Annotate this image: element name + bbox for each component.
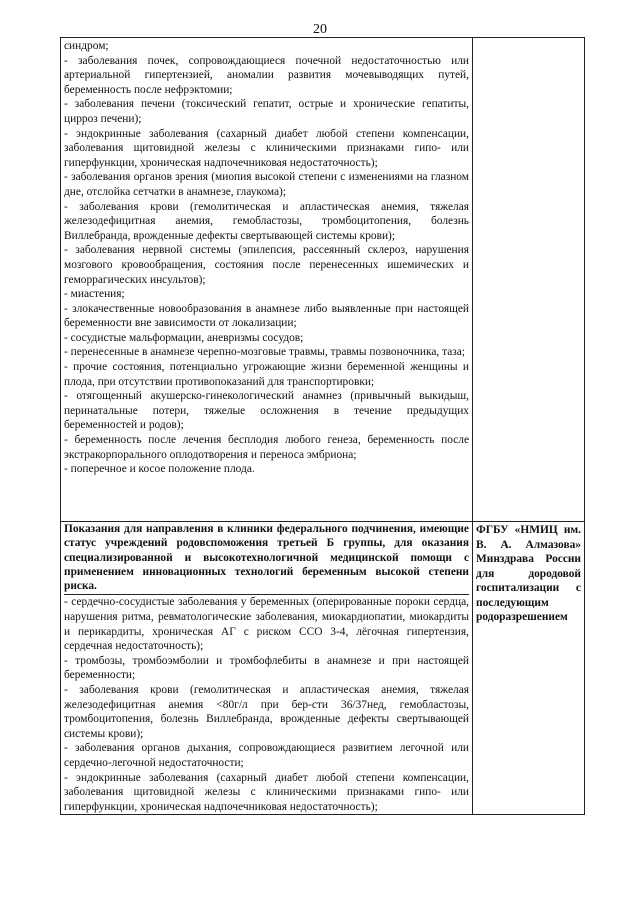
- list-item: - прочие состояния, потенциально угрожающие жизни беременной женщины и плода, при отсутствии противопоказаний для транспортировки;: [64, 361, 469, 388]
- conditions-cell: [61, 522, 473, 815]
- conditions-cell: [61, 38, 473, 522]
- list-item: - эндокринные заболевания (сахарный диабет любой степени компенсации, заболевания щитовидной железы с клиническими признаками гипо- или гиперфункции, хроническая надпочечниковая недостаточность);: [64, 127, 469, 169]
- institution-cell: [473, 522, 585, 815]
- list-item: - злокачественные новообразования в анамнезе либо выявленные при настоящей беременности вне зависимости от локализации;: [64, 302, 469, 330]
- table-row: [61, 38, 585, 522]
- page-number: 20: [313, 22, 327, 37]
- list-item: - миастения;: [64, 288, 125, 301]
- list-item: - заболевания крови (гемолитическая и апластическая анемия, тяжелая железодефицитная анемия <80г/л при бер-сти 36/37нед, гемобластозы, тромбоцитопения, болезнь Виллебранда, врожденные дефекты свертывающей системы крови);: [64, 684, 469, 740]
- empty-institution-cell: [473, 38, 585, 522]
- list-item: - перенесенные в анамнезе черепно-мозговые травмы, травмы позвоночника, таза;: [64, 346, 466, 359]
- list-item: - поперечное и косое положение плода.: [64, 463, 255, 476]
- list-item: - заболевания органов зрения (миопия высокой степени с изменениями на глазном дне, отслойка сетчатки в анамнезе, глаукома);: [64, 171, 469, 198]
- conditions-list: [64, 39, 469, 477]
- list-item: - заболевания нервной системы (эпилепсия, рассеянный склероз, нарушения мозгового кровообращения, состояния после перенесенных ишемических и геморрагических инсультов);: [64, 244, 469, 286]
- section-header: Показания для направления в клиники федерального подчинения, имеющие статус учреждений родовспоможения третьей Б группы, для оказания специализированной и высокотехнологичной медицинской помощи с применением инновационных технологий беременным высокой степени риска.: [64, 522, 469, 595]
- list-item: - тромбозы, тромбоэмболии и тромбофлебиты в анамнезе и при настоящей беременности;: [64, 654, 469, 682]
- table-row: [61, 522, 585, 815]
- list-item: - заболевания органов дыхания, сопровождающиеся развитием легочной или сердечно-легочной недостаточности;: [64, 742, 469, 770]
- list-item: - эндокринные заболевания (сахарный диабет любой степени компенсации, заболевания щитовидной железы с клиническими признаками гипо- или гиперфункции, хроническая надпочечниковая недостаточность);: [64, 771, 469, 813]
- institution-name: ФГБУ «НМИЦ им. В. А. Алмазова» Минздрава России для дородовой госпитализации с последующим родоразрешением: [476, 524, 581, 623]
- indications-table: [60, 37, 585, 815]
- list-item: - заболевания почек, сопровождающиеся почечной недостаточностью или артериальной гипертензией, аномалии развития мочевыводящих путей, беременность после нефрэктомии;: [64, 54, 469, 96]
- list-item: - отягощенный акушерско-гинекологический анамнез (привычный выкидыш, перинатальные потери, тяжелые осложнения в течение предыдущих беременностей и родов);: [64, 390, 469, 432]
- list-item: - сосудистые мальформации, аневризмы сосудов;: [64, 331, 304, 344]
- list-item: - беременность после лечения бесплодия любого генеза, беременность после экстракорпорального оплодотворения и переноса эмбриона;: [64, 434, 469, 461]
- list-item: - заболевания печени (токсический гепатит, острые и хронические гепатиты, цирроз печени);: [64, 98, 469, 125]
- list-item: - сердечно-сосудистые заболевания у беременных (оперированные пороки сердца, нарушения ритма, ревматологические заболевания, миокардиопатии, миокардиты и перикардиты, хроническая АГ с риском ССО 3-4, лёгочная гипертензия, сердечная недостаточность);: [64, 596, 469, 653]
- conditions-list: [64, 595, 469, 814]
- list-item: - заболевания крови (гемолитическая и апластическая анемия, тяжелая железодефицитная анемия, гемобластозы, тромбоцитопения, болезнь Виллебранда, врожденные дефекты свертывающей системы крови);: [64, 200, 469, 242]
- list-item: синдром;: [64, 40, 109, 52]
